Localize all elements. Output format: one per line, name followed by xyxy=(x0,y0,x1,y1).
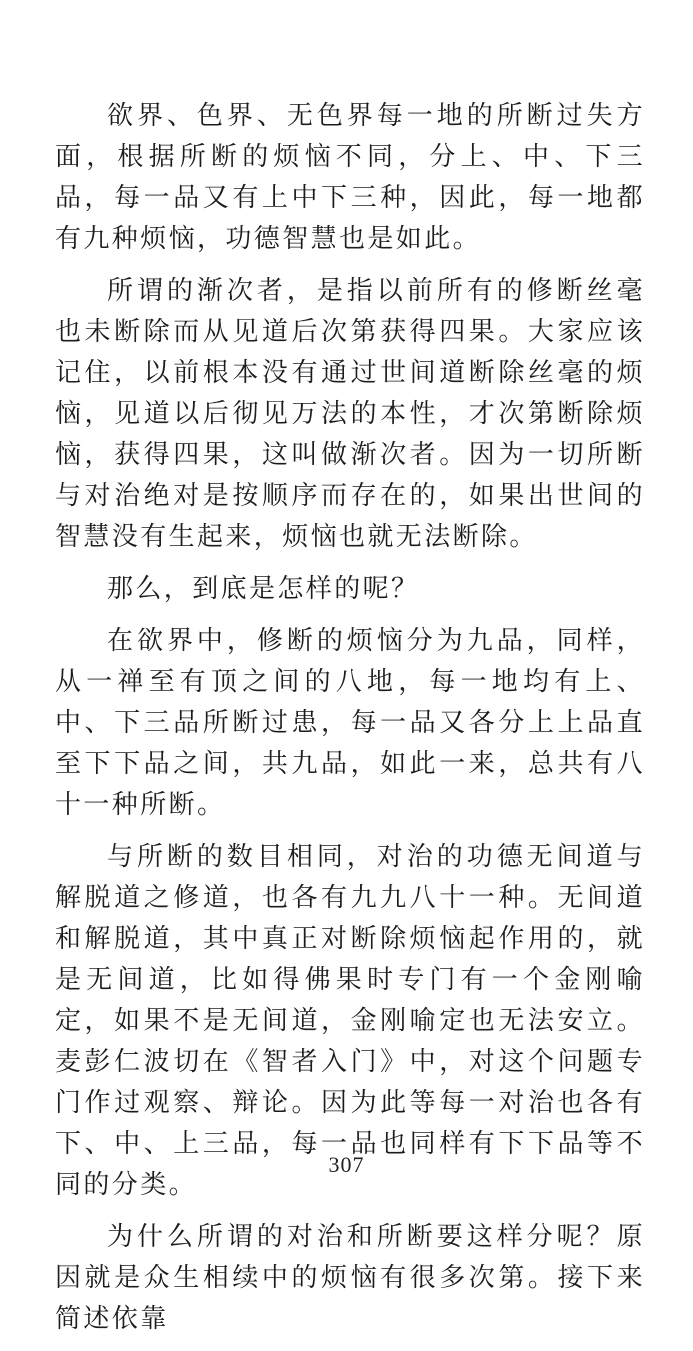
paragraph: 欲界、色界、无色界每一地的所断过失方面，根据所断的烦恼不同，分上、中、下三品，每一品又有上中下三种，因此，每一地都有九种烦恼，功德智慧也是如此。 xyxy=(55,101,645,254)
paragraph: 那么，到底是怎样的呢？ xyxy=(107,574,420,604)
paragraph: 所谓的渐次者，是指以前所有的修断丝毫也未断除而从见道后次第获得四果。大家应该记住，以前根本没有通过世间道断除丝毫的烦恼，见道以后彻见万法的本性，才次第断除烦恼，获得四果，这叫做渐次者。因为一切所断与对治绝对是按顺序而存在的，如果出世间的智慧没有生起来，烦恼也就无法断除。 xyxy=(55,276,645,552)
paragraph: 为什么所谓的对治和所断要这样分呢？原因就是众生相续中的烦恼有很多次第。接下来简述依靠 xyxy=(55,1222,645,1334)
paragraph: 与所断的数目相同，对治的功德无间道与解脱道之修道，也各有九九八十一种。无间道和解脱道，其中真正对断除烦恼起作用的，就是无间道，比如得佛果时专门有一个金刚喻定，如果不是无间道，金刚喻定也无法安立。麦彭仁波切在《智者入门》中，对这个问题专门作过观察、辩论。因为此等每一对治也各有下、中、上三品，每一品也同样有下下品等不同的分类。 xyxy=(55,842,645,1200)
paragraph: 在欲界中，修断的烦恼分为九品，同样，从一禅至有顶之间的八地，每一地均有上、中、下三品所断过患，每一品又各分上上品直至下下品之间，共九品，如此一来，总共有八十一种所断。 xyxy=(55,626,645,820)
page-number: 307 xyxy=(328,1152,365,1177)
